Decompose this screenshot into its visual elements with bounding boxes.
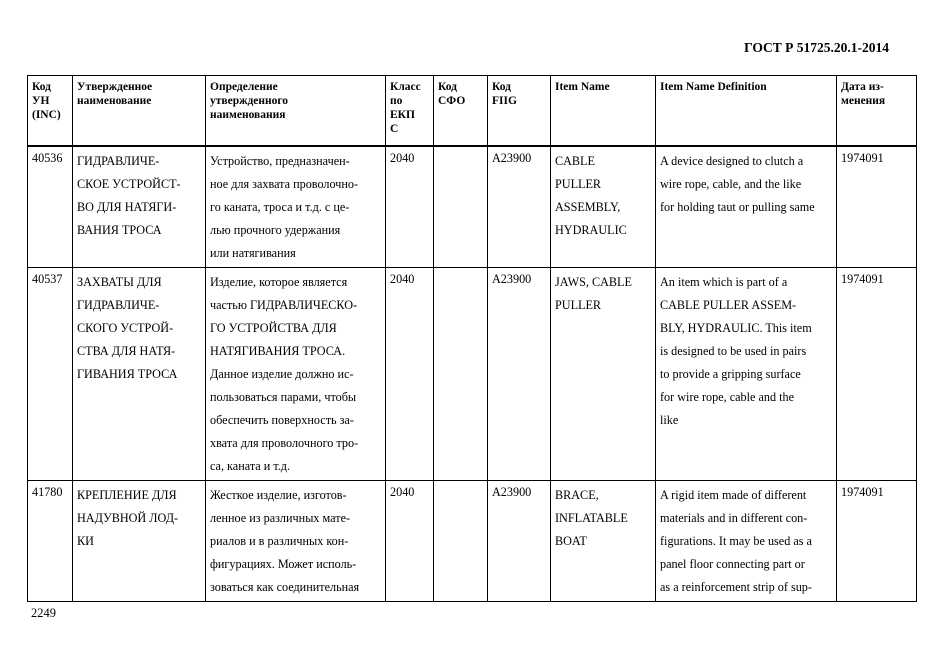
table-row: [28, 146, 917, 268]
cell-inc: 41780: [28, 481, 73, 602]
col-header-item-definition: Item Name Definition: [656, 76, 837, 147]
table-row: [28, 481, 917, 602]
col-header-inc: Код УН (INC): [28, 76, 73, 147]
col-header-item-name: Item Name: [551, 76, 656, 147]
cell-sfo: [434, 481, 488, 602]
col-header-change-date: Дата из- менения: [837, 76, 917, 147]
table-header-row: [28, 76, 917, 147]
table-row: [28, 268, 917, 481]
cell-fiig: A23900: [488, 268, 551, 481]
cell-item-name: CABLE PULLER ASSEMBLY, HYDRAULIC: [551, 146, 656, 268]
cell-definition-ru: Изделие, которое является частью ГИДРАВЛИЧЕСКО- ГО УСТРОЙСТВА ДЛЯ НАТЯГИВАНИЯ ТРОСА. Данное изделие должно ис- пользоваться парами, чтобы обеспечить поверхность за- хвата для проволочного тро- са, каната и т.д.: [206, 268, 386, 481]
cell-class: 2040: [386, 481, 434, 602]
cell-item-name: BRACE, INFLATABLE BOAT: [551, 481, 656, 602]
cell-inc: 40536: [28, 146, 73, 268]
cell-change-date: 1974091: [837, 268, 917, 481]
col-header-definition: Определение утвержденного наименования: [206, 76, 386, 147]
page-number: 2249: [31, 606, 56, 620]
cell-inc: 40537: [28, 268, 73, 481]
cell-fiig: A23900: [488, 146, 551, 268]
col-header-class: Класс по ЕКП С: [386, 76, 434, 147]
cell-item-definition: A device designed to clutch a wire rope, cable, and the like for holding taut or pulling same: [656, 146, 837, 268]
col-header-fiig: Код FIIG: [488, 76, 551, 147]
cell-fiig: A23900: [488, 481, 551, 602]
col-header-sfo: Код СФО: [434, 76, 488, 147]
cell-item-name: JAWS, CABLE PULLER: [551, 268, 656, 481]
cell-class: 2040: [386, 146, 434, 268]
col-header-approved-name: Утвержденное наименование: [73, 76, 206, 147]
cell-change-date: 1974091: [837, 481, 917, 602]
document-code: ГОСТ Р 51725.20.1-2014: [744, 40, 889, 55]
cell-item-definition: An item which is part of a CABLE PULLER ASSEM- BLY, HYDRAULIC. This item is designed to be used in pairs to provide a gripping surface for wire rope, cable and the like: [656, 268, 837, 481]
cell-item-definition: A rigid item made of different materials and in different con- figurations. It may be used as a panel floor connecting part or as a reinforcement strip of sup-: [656, 481, 837, 602]
cell-name-ru: ГИДРАВЛИЧЕ- СКОЕ УСТРОЙСТ- ВО ДЛЯ НАТЯГИ- ВАНИЯ ТРОСА: [73, 146, 206, 268]
cell-change-date: 1974091: [837, 146, 917, 268]
nomenclature-table: [27, 75, 917, 602]
cell-sfo: [434, 268, 488, 481]
cell-definition-ru: Устройство, предназначен- ное для захвата проволочно- го каната, троса и т.д. с це- лью прочного удержания или натягивания: [206, 146, 386, 268]
cell-name-ru: КРЕПЛЕНИЕ ДЛЯ НАДУВНОЙ ЛОД- КИ: [73, 481, 206, 602]
cell-sfo: [434, 146, 488, 268]
cell-definition-ru: Жесткое изделие, изготов- ленное из различных мате- риалов и в различных кон- фигурациях. Может исполь- зоваться как соединительная: [206, 481, 386, 602]
cell-class: 2040: [386, 268, 434, 481]
cell-name-ru: ЗАХВАТЫ ДЛЯ ГИДРАВЛИЧЕ- СКОГО УСТРОЙ- СТВА ДЛЯ НАТЯ- ГИВАНИЯ ТРОСА: [73, 268, 206, 481]
